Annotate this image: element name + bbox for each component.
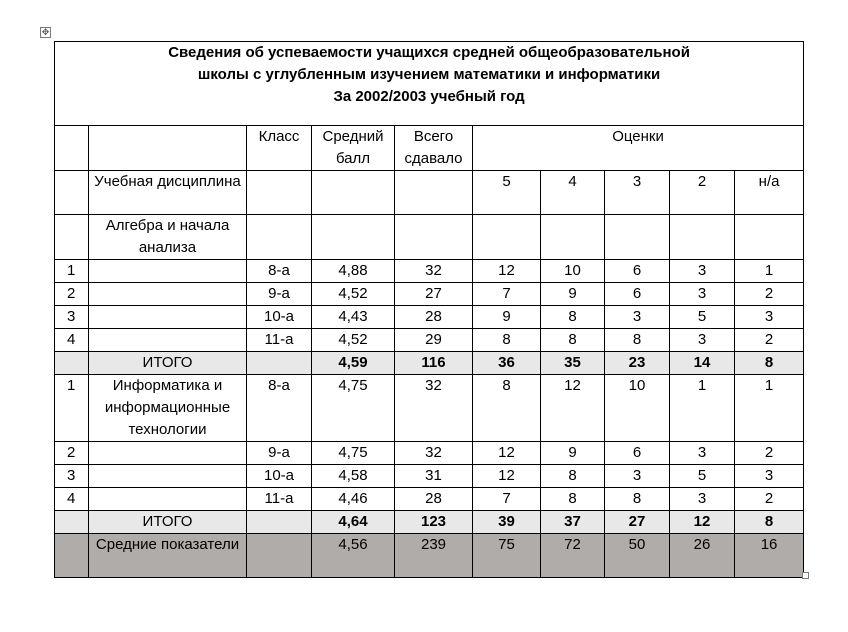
table-row: 2 9-а 4,52 27 7 9 6 3 2	[55, 283, 804, 306]
grades-table	[54, 41, 804, 578]
subheader-row	[55, 171, 804, 215]
title-line-3: За 2002/2003 учебный год	[333, 88, 525, 105]
header-grade-na: н/а	[735, 171, 804, 215]
title-line-2: школы с углубленным изучением математики и информатики	[197, 66, 661, 83]
header-grade-4: 4	[541, 171, 605, 215]
header-subject: Учебная дисциплина	[89, 171, 247, 215]
header-grade-2: 2	[670, 171, 735, 215]
header-total: Всего сдавало	[395, 126, 473, 171]
title-line-1: Сведения об успеваемости учащихся средней общеобразовательной	[168, 44, 690, 61]
table-row: 4 11-а 4,52 29 8 8 8 3 2	[55, 329, 804, 352]
section2-total-row: ИТОГО 4,64 123 39 37 27 12 8	[55, 511, 804, 534]
table-title	[55, 42, 804, 126]
total-label: ИТОГО	[89, 352, 247, 375]
header-grade-5: 5	[473, 171, 541, 215]
summary-row: Средние показатели 4,56 239 75 72 50 26 16	[55, 534, 804, 578]
header-avg-score: Средний балл	[312, 126, 395, 171]
table-row: 1 8-а 4,88 32 12 10 6 3 1	[55, 260, 804, 283]
table-move-handle[interactable]: ✥	[41, 27, 50, 37]
header-row	[55, 126, 804, 171]
table-row: 3 10-а 4,43 28 9 8 3 5 3	[55, 306, 804, 329]
table-row: 3 10-а 4,58 31 12 8 3 5 3	[55, 465, 804, 488]
section2-subject: Информатика и информационные технологии	[89, 375, 247, 442]
section1-subject: Алгебра и начала анализа	[89, 215, 247, 260]
total-label: ИТОГО	[89, 511, 247, 534]
header-class: Класс	[247, 126, 312, 171]
summary-label: Средние показатели	[89, 534, 247, 578]
section1-total-row: ИТОГО 4,59 116 36 35 23 14 8	[55, 352, 804, 375]
table-row: 4 11-а 4,46 28 7 8 8 3 2	[55, 488, 804, 511]
table-row: 2 9-а 4,75 32 12 9 6 3 2	[55, 442, 804, 465]
table-resize-handle[interactable]	[802, 572, 809, 579]
header-grade-3: 3	[605, 171, 670, 215]
table-row: 1 Информатика и информационные технологии 8-а 4,75 32 8 12 10 1 1	[55, 375, 804, 442]
section1-subject-row	[55, 215, 804, 260]
header-grades: Оценки	[473, 126, 804, 171]
